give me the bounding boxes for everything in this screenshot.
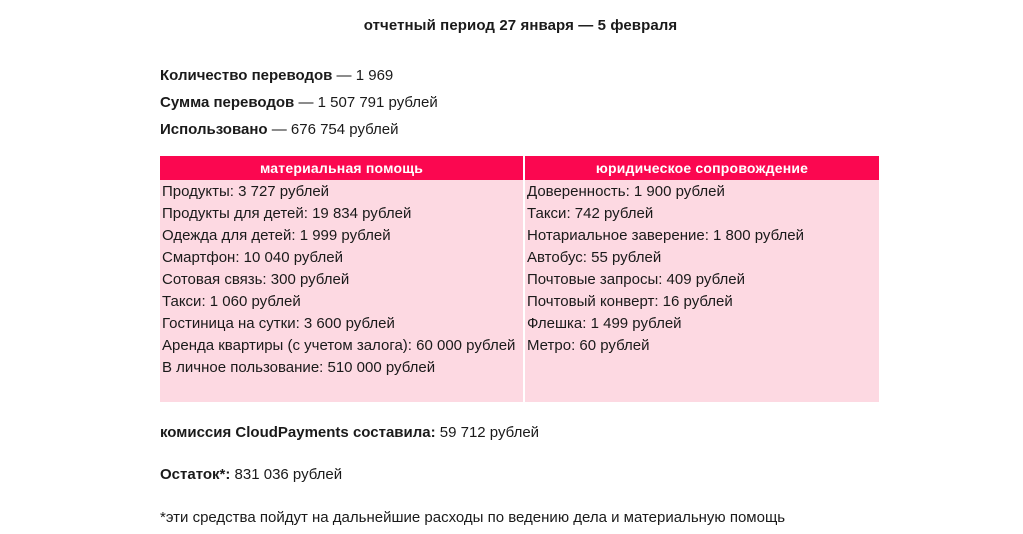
- transfers-sum-row: [160, 89, 438, 116]
- list-item: Продукты для детей: 19 834 рублей: [162, 205, 412, 222]
- list-item: Аренда квартиры (с учетом залога): 60 000 рублей: [162, 337, 516, 354]
- legal-support-column: [525, 156, 879, 402]
- list-item: Гостиница на сутки: 3 600 рублей: [162, 315, 395, 332]
- list-item: Такси: 742 рублей: [527, 205, 654, 222]
- remainder-line: [160, 466, 342, 483]
- list-item: Такси: 1 060 рублей: [162, 293, 301, 310]
- footnote: *эти средства пойдут на дальнейшие расходы по ведению дела и материальную помощь: [160, 509, 786, 526]
- list-item: Сотовая связь: 300 рублей: [162, 271, 350, 288]
- list-item: Продукты: 3 727 рублей: [162, 183, 330, 200]
- legal-support-list: [525, 180, 879, 357]
- list-item: Доверенность: 1 900 рублей: [527, 183, 725, 200]
- list-item: Почтовые запросы: 409 рублей: [527, 271, 745, 288]
- material-aid-column: [160, 156, 523, 402]
- list-item: Флешка: 1 499 рублей: [527, 315, 682, 332]
- commission-line: [160, 424, 539, 441]
- transfers-sum-label: Сумма переводов: [160, 94, 295, 111]
- list-item: Метро: 60 рублей: [527, 337, 650, 354]
- commission-value: 59 712 рублей: [435, 424, 540, 441]
- transfers-count-row: [160, 62, 438, 89]
- transfers-count-value: — 1 969: [332, 67, 394, 84]
- summary-block: [160, 62, 438, 143]
- list-item: Почтовый конверт: 16 рублей: [527, 293, 733, 310]
- list-item: Автобус: 55 рублей: [527, 249, 662, 266]
- list-item: Смартфон: 10 040 рублей: [162, 249, 343, 266]
- transfers-count-label: Количество переводов: [160, 67, 333, 84]
- legal-support-header: юридическое сопровождение: [525, 156, 879, 180]
- report-period-title: отчетный период 27 января — 5 февраля: [363, 17, 678, 34]
- material-aid-header: материальная помощь: [160, 156, 523, 180]
- used-row: [160, 116, 438, 143]
- list-item: В личное пользование: 510 000 рублей: [162, 359, 436, 376]
- material-aid-list: [160, 180, 523, 379]
- remainder-value: 831 036 рублей: [230, 466, 343, 483]
- remainder-label: Остаток*:: [160, 466, 231, 483]
- transfers-sum-value: — 1 507 791 рублей: [294, 94, 438, 111]
- expenses-table: [160, 156, 879, 402]
- used-value: — 676 754 рублей: [267, 121, 399, 138]
- list-item: Одежда для детей: 1 999 рублей: [162, 227, 391, 244]
- list-item: Нотариальное заверение: 1 800 рублей: [527, 227, 804, 244]
- commission-label: комиссия CloudPayments составила:: [160, 424, 436, 441]
- used-label: Использовано: [160, 121, 268, 138]
